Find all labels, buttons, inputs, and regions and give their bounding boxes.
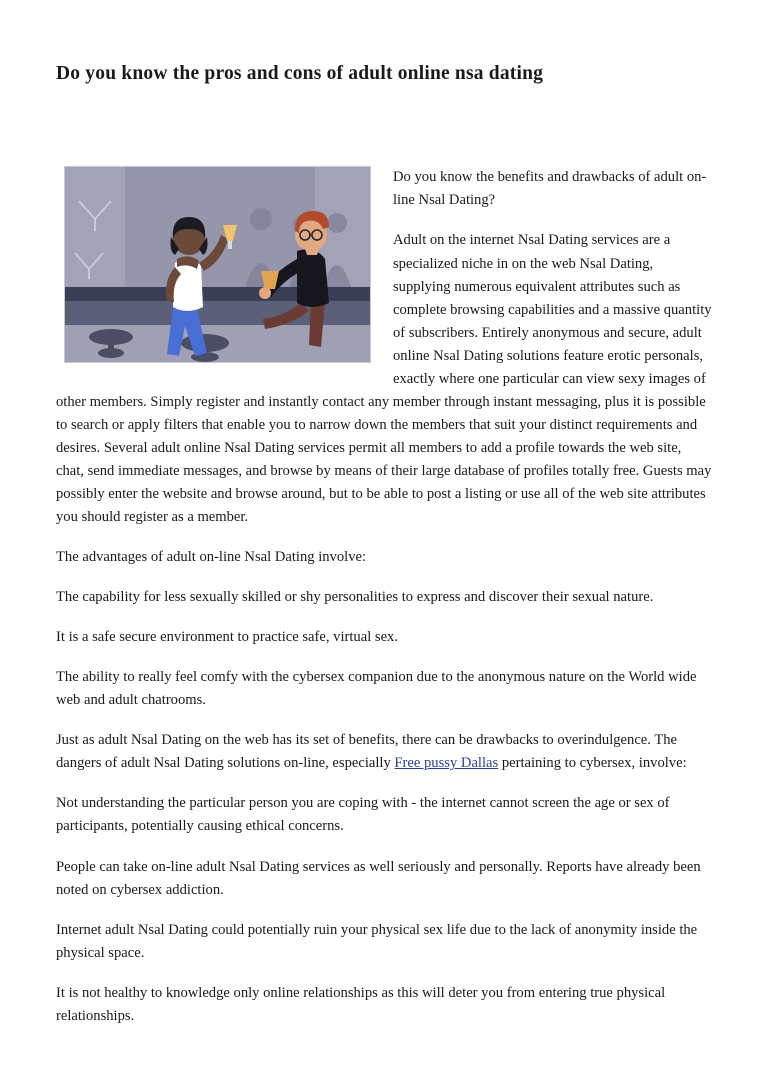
paragraph: It is a safe secure environment to practice safe, virtual sex.: [56, 629, 398, 646]
article-body: [56, 166, 712, 1044]
paragraph: The capability for less sexually skilled or shy personalities to express and discover their sexual nature.: [56, 589, 654, 606]
bar-scene-illustration: [65, 167, 370, 362]
page-title: Do you know the pros and cons of adult online nsa dating: [56, 63, 544, 84]
paragraph: The advantages of adult on-line Nsal Dating involve:: [56, 549, 367, 566]
free-pussy-dallas-link[interactable]: Free pussy Dallas: [394, 755, 499, 772]
link-paragraph-before: Just as adult Nsal Dating on the web has its set of benefits, there can be drawbacks to overindulgence. The dangers of adult Nsal Dating solutions on-line, especially: [56, 732, 678, 772]
paragraph: People can take on-line adult Nsal Dating services as well seriously and personally. Reports have already been noted on cybersex addiction.: [56, 858, 701, 898]
paragraph: It is not healthy to knowledge only online relationships as this will deter you from entering true physical relationships.: [56, 984, 666, 1024]
paragraph: The ability to really feel comfy with the cybersex companion due to the anonymous nature on the World wide web and adult chatrooms.: [56, 669, 697, 709]
paragraph: Internet adult Nsal Dating could potentially ruin your physical sex life due to the lack of anonymity inside the physical space.: [56, 921, 698, 961]
paragraph: Do you know the benefits and drawbacks of adult on-line Nsal Dating?: [393, 169, 707, 209]
article-illustration: [64, 166, 371, 363]
paragraph-with-link: [56, 729, 712, 775]
link-paragraph-after: pertaining to cybersex, involve:: [498, 755, 687, 772]
paragraph: Adult on the internet Nsal Dating services are a specialized niche in on the web Nsal Dating, supplying numerous equivalent attributes such as complete browsing capabilities and a massive quantity of subscribers. Entirely anonymous and secure, adult online Nsal Dating solutions feature erotic personals, exactly where one particular can view sexy images of other members. Simply register and instantly contact any member through instant messaging, plus it is possible to search or apply filters that enable you to narrow down the members that suit your distinct requirements and desires. Several adult online Nsal Dating services permit all members to add a profile towards the web site, chat, send immediate messages, and browse by means of their large database of profiles totally free. Guests may possibly enter the website and browse around, but to be able to post a listing or use all of the web site attributes you should register as a member.: [56, 232, 712, 526]
paragraph: Not understanding the particular person you are coping with - the internet cannot screen the age or sex of participants, potentially causing ethical concerns.: [56, 795, 670, 835]
